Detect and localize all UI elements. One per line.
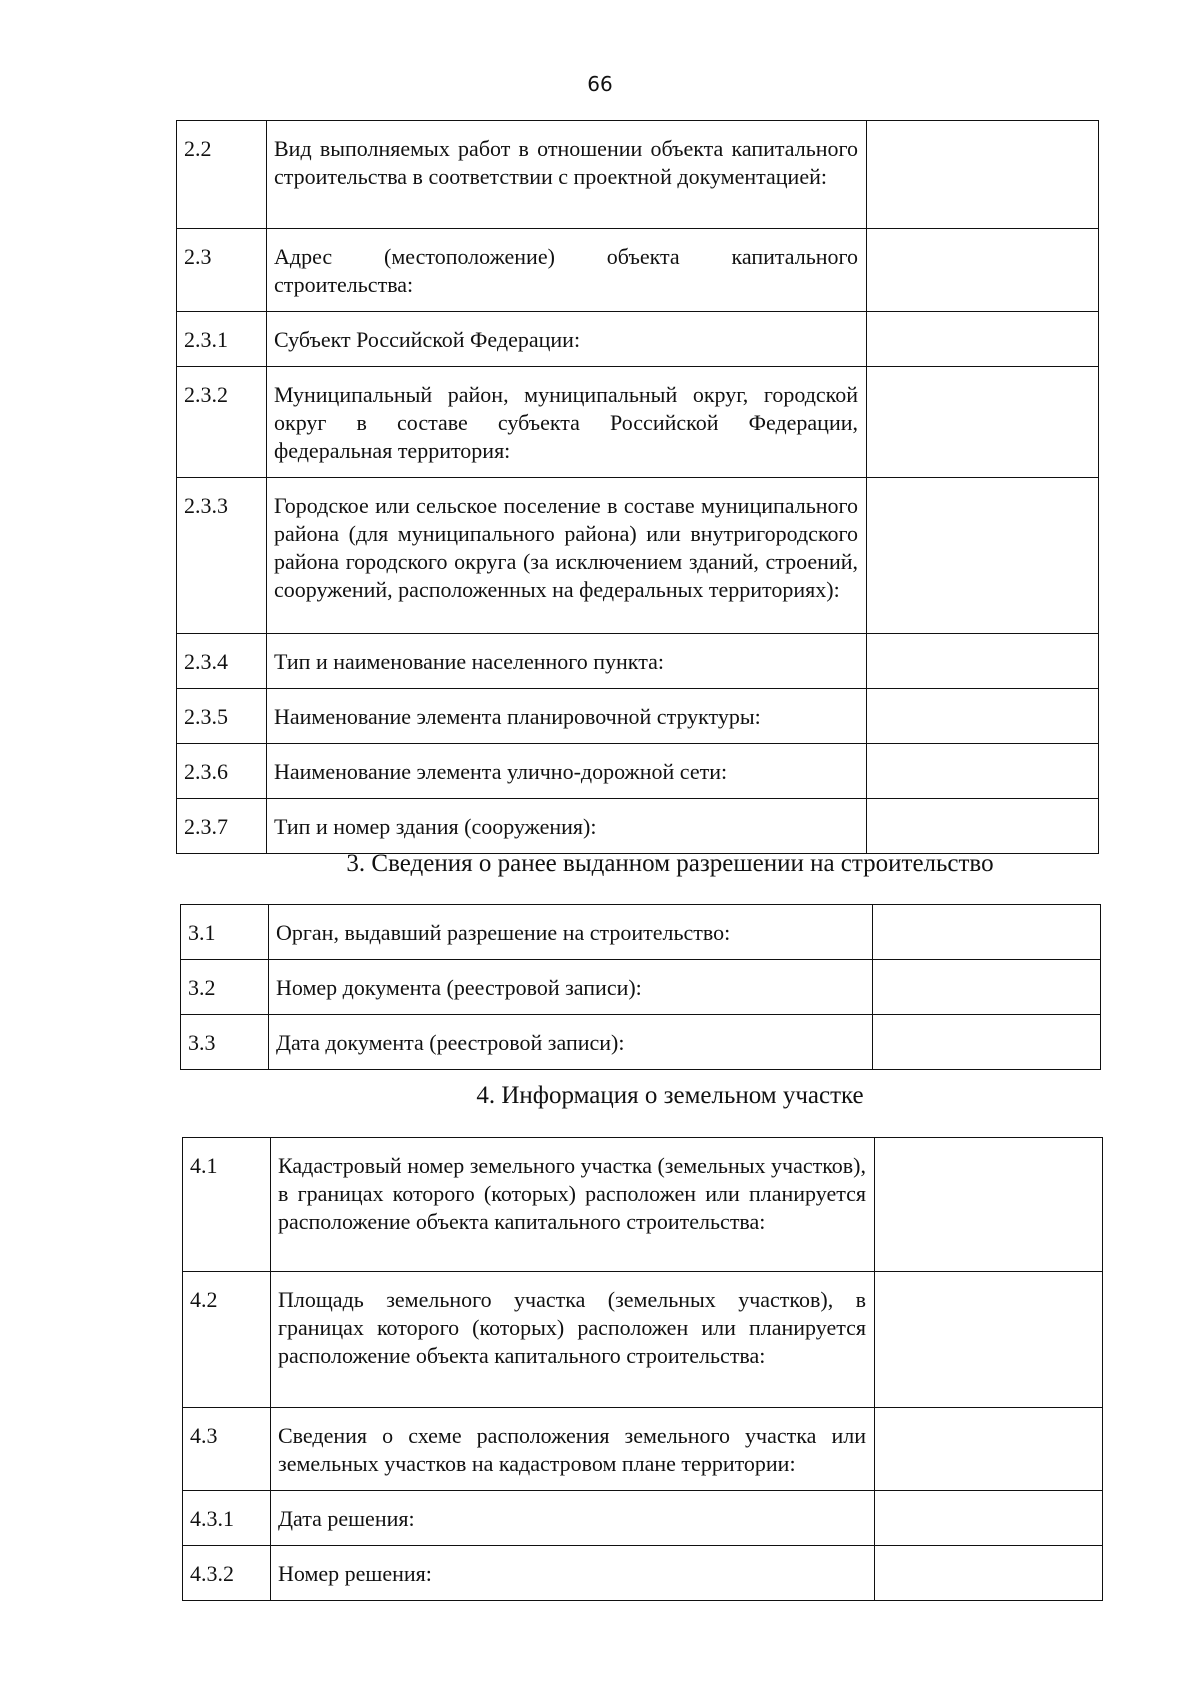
table-row [177,689,1099,744]
value-field[interactable] [867,634,1099,689]
row-label: Дата документа (реестровой записи): [269,1015,873,1070]
row-label: Тип и наименование населенного пункта: [267,634,867,689]
value-field[interactable] [875,1491,1103,1546]
table-row [183,1546,1103,1601]
row-label: Муниципальный район, муниципальный округ, городской округ в составе субъекта Российской Федерации, федеральная территория: [267,367,867,478]
value-field[interactable] [875,1138,1103,1272]
row-label: Тип и номер здания (сооружения): [267,799,867,854]
value-field[interactable] [873,1015,1101,1070]
land-plot-table [182,1137,1103,1601]
row-number: 3.2 [181,960,269,1015]
row-label: Дата решения: [271,1491,875,1546]
row-number: 2.2 [177,121,267,229]
row-number: 3.3 [181,1015,269,1070]
table-row [177,121,1099,229]
previous-permit-table [180,904,1101,1070]
row-label: Номер решения: [271,1546,875,1601]
value-field[interactable] [867,121,1099,229]
value-field[interactable] [867,312,1099,367]
table-row [181,960,1101,1015]
row-label: Сведения о схеме расположения земельного участка или земельных участков на кадастровом плане территории: [271,1408,875,1491]
value-field[interactable] [867,799,1099,854]
table-row [177,367,1099,478]
row-label: Номер документа (реестровой записи): [269,960,873,1015]
row-number: 2.3.7 [177,799,267,854]
value-field[interactable] [875,1408,1103,1491]
table-row [183,1408,1103,1491]
value-field[interactable] [867,744,1099,799]
row-number: 2.3 [177,229,267,312]
section-heading: 3. Сведения о ранее выданном разрешении на строительство [346,850,994,877]
row-number: 2.3.5 [177,689,267,744]
row-number: 2.3.3 [177,478,267,634]
row-number: 2.3.4 [177,634,267,689]
row-number: 4.1 [183,1138,271,1272]
row-number: 4.2 [183,1272,271,1408]
row-label: Наименование элемента планировочной структуры: [267,689,867,744]
page-number: 66 [587,72,613,96]
table-row [177,229,1099,312]
table-row [177,744,1099,799]
row-number: 4.3.1 [183,1491,271,1546]
row-label: Субъект Российской Федерации: [267,312,867,367]
table-row [177,799,1099,854]
table-row [177,312,1099,367]
row-number: 2.3.1 [177,312,267,367]
table-row [181,1015,1101,1070]
row-number: 2.3.6 [177,744,267,799]
value-field[interactable] [867,478,1099,634]
section-heading: 4. Информация о земельном участке [476,1082,864,1109]
address-table [176,120,1099,854]
table-row [177,634,1099,689]
row-label: Орган, выдавший разрешение на строительство: [269,905,873,960]
value-field[interactable] [867,229,1099,312]
table-row [177,478,1099,634]
value-field[interactable] [873,960,1101,1015]
row-label: Городское или сельское поселение в составе муниципального района (для муниципального района) или внутригородского района городского округа (за исключением зданий, строений, сооружений, расположенных на федеральных территориях): [267,478,867,634]
row-number: 3.1 [181,905,269,960]
value-field[interactable] [867,689,1099,744]
table-row [183,1138,1103,1272]
value-field[interactable] [873,905,1101,960]
value-field[interactable] [875,1272,1103,1408]
value-field[interactable] [867,367,1099,478]
table-row [183,1272,1103,1408]
row-number: 2.3.2 [177,367,267,478]
row-label: Площадь земельного участка (земельных участков), в границах которого (которых) расположен или планируется расположение объекта капитального строительства: [271,1272,875,1408]
row-label: Адрес (местоположение) объекта капитального строительства: [267,229,867,312]
row-label: Вид выполняемых работ в отношении объекта капитального строительства в соответствии с проектной документацией: [267,121,867,229]
row-number: 4.3 [183,1408,271,1491]
value-field[interactable] [875,1546,1103,1601]
row-label: Кадастровый номер земельного участка (земельных участков), в границах которого (которых) расположен или планируется расположение объекта капитального строительства: [271,1138,875,1272]
table-row [181,905,1101,960]
row-label: Наименование элемента улично-дорожной сети: [267,744,867,799]
row-number: 4.3.2 [183,1546,271,1601]
table-row [183,1491,1103,1546]
